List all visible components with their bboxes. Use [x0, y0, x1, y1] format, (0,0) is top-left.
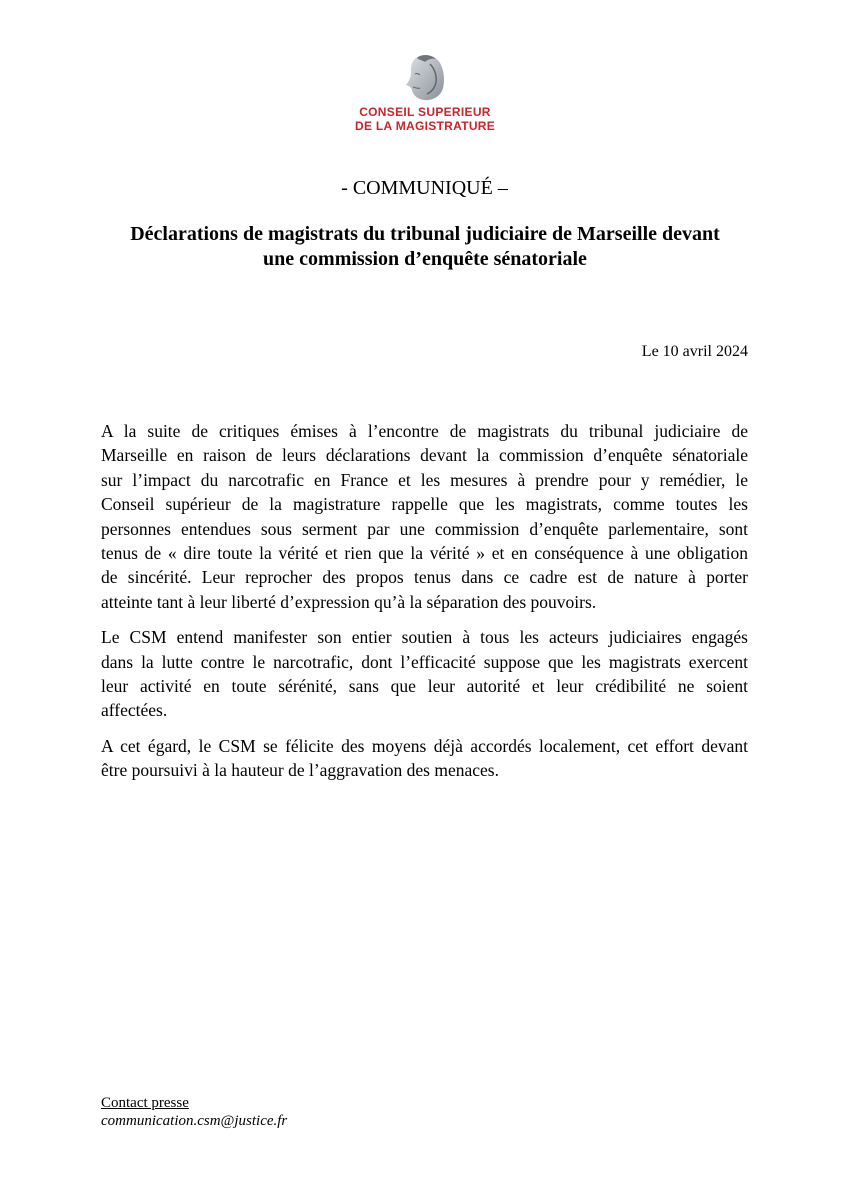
marianne-head-icon — [403, 52, 447, 102]
contact-label: Contact presse — [101, 1095, 189, 1111]
communique-label: - COMMUNIQUÉ – — [341, 177, 508, 199]
page-title — [90, 222, 760, 272]
logo-text-line1: CONSEIL SUPERIEUR — [359, 105, 491, 119]
contact-email: communication.csm@justice.fr — [101, 1113, 288, 1129]
paragraph-3 — [101, 734, 748, 783]
text-line: être poursuivi à la hauteur de l’aggravation des menaces. — [101, 760, 499, 781]
text-line: Le CSM entend manifester son entier soutien à tous les acteurs judiciaires engagés — [101, 627, 748, 648]
text-line: personnes entendues sous serment par une commission d’enquête parlementaire, sont — [101, 518, 748, 539]
document-date: Le 10 avril 2024 — [641, 343, 748, 360]
text-line: de sincérité. Leur reprocher des propos tenus dans ce cadre est de nature à porter — [101, 567, 748, 588]
body-text — [101, 419, 748, 794]
text-line: tenus de « dire toute la vérité et rien que la vérité » et en conséquence à une obligation — [101, 543, 748, 564]
text-line: A cet égard, le CSM se félicite des moyens déjà accordés localement, cet effort devant — [101, 735, 748, 756]
paragraph-2 — [101, 625, 748, 723]
text-line: Conseil supérieur de la magistrature rappelle que les magistrats, comme toutes les — [101, 494, 748, 515]
text-line: affectées. — [101, 700, 168, 721]
title-line-1: Déclarations de magistrats du tribunal judiciaire de Marseille devant — [130, 223, 720, 245]
text-line: sur l’impact du narcotrafic en France et les mesures à prendre pour y remédier, le — [101, 469, 748, 490]
text-line: Marseille en raison de leurs déclarations devant la commission d’enquête sénatoriale — [101, 445, 748, 466]
text-line: atteinte tant à leur liberté d’expression qu’à la séparation des pouvoirs. — [101, 591, 597, 612]
text-line: leur activité en toute sérénité, sans que leur autorité et leur crédibilité ne soient — [101, 676, 748, 697]
title-line-2: une commission d’enquête sénatoriale — [263, 248, 587, 270]
logo-text-line2: DE LA MAGISTRATURE — [355, 119, 496, 133]
text-line: A la suite de critiques émises à l’encontre de magistrats du tribunal judiciaire de — [101, 421, 748, 441]
paragraph-1 — [101, 419, 748, 614]
csm-logo — [355, 52, 495, 136]
press-contact — [101, 1094, 287, 1130]
text-line: dans la lutte contre le narcotrafic, dont l’efficacité suppose que les magistrats exercent — [101, 651, 748, 672]
